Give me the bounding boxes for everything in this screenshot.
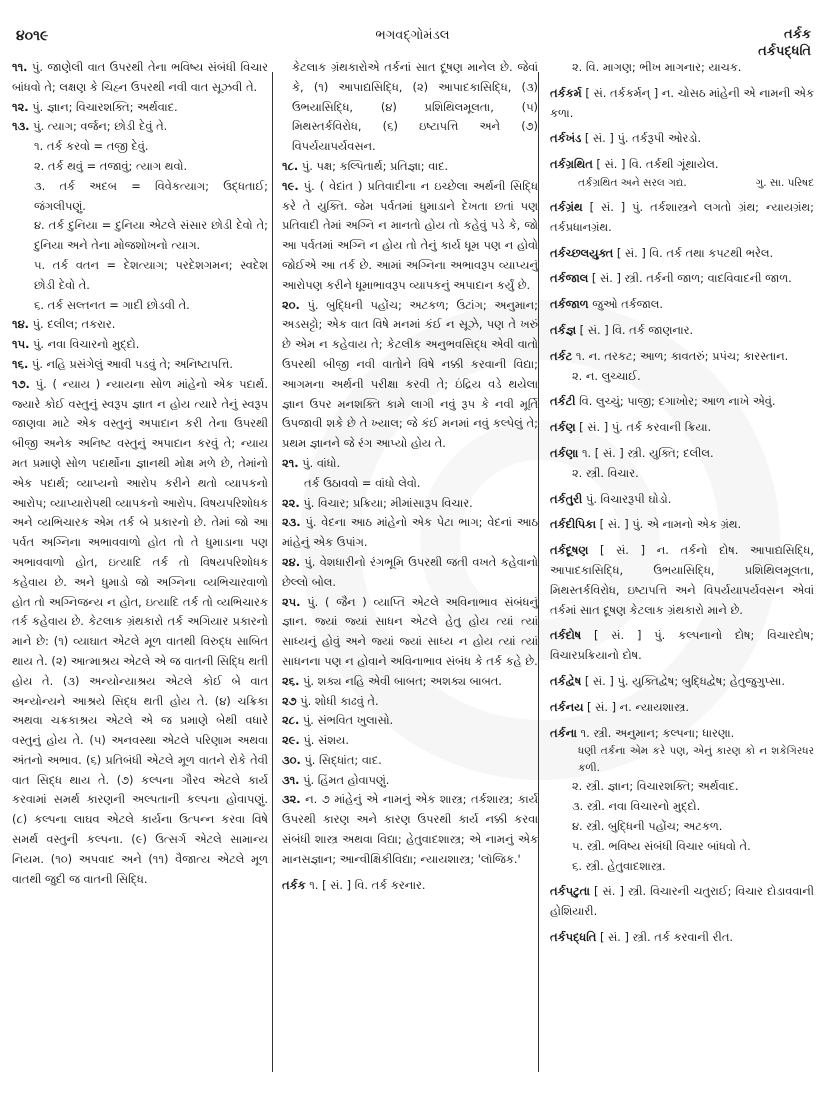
sub-sense: ૨. તર્ક થવું = તજાવું; ત્યાગ થવો. xyxy=(34,158,188,173)
sense-number: ૩૦. xyxy=(282,752,301,767)
definition-text: પું. ( જૈન ) વ્યાપ્તિ એટલે અવિનાભાવ સંબંધનું જ્ઞાન. જ્યાં જ્યાં સાધન એટલે હેતુ હોય ત્યાં ત્યાં સાધ્યનું હોવું અને જ્યાં જ્યાં સાધ્ય ન હોય ત્યાં ત્યાં સાધનના પણ ન હોવાને અવિનાભાવ સંબંધ કે તર્ક કહે છે. xyxy=(282,594,539,668)
sense-entry xyxy=(282,513,538,553)
headword-entry xyxy=(282,876,538,896)
sub-sense: ૪. તર્ક દુનિયા = દુનિયા એટલે સંસાર છોડી દેવો તે; દુનિયા અને તેના મોજશોખનો ત્યાગ. xyxy=(34,218,268,253)
sub-sense: ૨. વિ. માગણ; ભીખ માગનાર; યાચક. xyxy=(572,60,742,74)
sense-number: ૧૧. xyxy=(12,60,28,74)
sub-sense: ૨. ન. લુચ્ચાઈ. xyxy=(572,368,641,383)
definition-text: [ સં. ] પું. એ નામનો એક ગ્રંથ. xyxy=(599,517,742,532)
sub-sense: ૧. તર્ક કરવો = તજી દેવું. xyxy=(34,139,149,154)
continued-text: કેટલાક ગ્રંથકારોએ તર્કનાં સાત દૂષણ માનેલ છે. જેવાં કે, (૧) આપાદ્યસિદ્ધિ, (૨) આપાદકાસિદ્ધિ, (૩) ઉભયાસિદ્ધિ, (૪) પ્રશિથિલમૂલતા, (૫) મિથસ્તર્કવિરોધ, (૬) ઇષ્ટાપત્તિ અને (૭) વિપર્યયાપર્યવસન. xyxy=(292,60,538,154)
definition-text: પું. જાણેલી વાત ઉપરથી તેના ભવિષ્ય સંબંધી વિચાર બાંધવો તે; લક્ષણ કે ચિહ્ન ઉપરથી નવી વાત સૂઝવી તે. xyxy=(12,60,269,94)
headword: તર્કજાળ xyxy=(550,297,589,312)
headword-entry xyxy=(550,244,814,264)
sense-entry xyxy=(282,494,538,514)
sense-entry xyxy=(12,58,268,98)
definition-text: [ સં. ] પું. તર્ક કરવાની ક્રિયા. xyxy=(579,420,712,435)
sense-entry xyxy=(282,593,538,672)
sense-entry xyxy=(12,355,268,375)
headword: તર્કણ xyxy=(550,420,576,435)
definition-text: જુઓ તર્કજાલ. xyxy=(592,297,663,312)
headword: તર્કચ્છલયુક્ત xyxy=(550,245,614,260)
headword-entry xyxy=(550,882,814,922)
headword-entry xyxy=(550,392,814,412)
definition-text: [ સં. ] સ્ત્રી. તર્કની જાળ; વાદવિવાદની જાળ. xyxy=(591,271,792,286)
column-divider xyxy=(272,72,273,1072)
guide-word-bottom: તર્કપદ્ધતિ xyxy=(758,44,811,59)
headword: તર્કખંડ xyxy=(550,131,582,146)
headword: તર્કદીપિકા xyxy=(550,517,597,532)
definition-text: [ સં. ] વિ. તર્કથી ગૂંથાયેલ. xyxy=(596,157,719,172)
quote-text: તર્કગ્રથિત અને સરલ ગદ્ય. xyxy=(578,176,687,189)
sense-number: ૧૭. xyxy=(12,376,30,391)
definition-text: [ સં. ] ન. તર્કનો દોષ. આપાદ્યસિદ્ધિ, આપાદકાસિદ્ધિ, ઉભયાસિદ્ધિ, પ્રશિથિલમૂલતા, મિથસ્તર્કવિરોધ, ઇષ્ટાપત્તિ અને વિપર્યયાપર્યવસન એવાં તર્કમાં સાત દૂષણ કેટલાક ગ્રંથકારો માને છે. xyxy=(550,543,814,617)
sense-entry xyxy=(282,296,538,454)
sense-number: ૨૬. xyxy=(282,673,300,688)
sense-number: ૩૨. xyxy=(282,792,301,807)
sub-sense: ૬. તર્ક સલ્તનત = ગાદી છોડવી તે. xyxy=(34,297,190,312)
page-number: ૪૦૧૯ xyxy=(16,28,49,44)
definition-text: ૧. સ્ત્રી. અનુમાન; કલ્પના; ધારણા. xyxy=(580,725,735,740)
sub-sense: ૨. સ્ત્રી. વિચાર. xyxy=(572,465,639,480)
definition-text: પું. ( ન્યાય ) ન્યાયના સોળ માંહેનો એક પદાર્થ. જ્યારે કોઈ વસ્તુનું સ્વરૂપ જ્ઞાત ન હોય ત્યારે તેનું સ્વરૂપ જાણવા માટે એક વસ્તુનું અપાદાન કરી તેના ઉપરથી બીજી અનેક અનિષ્ટ વસ્તુનું અપાદાન કરવું તે; ન્યાય મત પ્રમાણે સોળ પદાર્થોના જ્ઞાનથી મોક્ષ મળે છે, તેમાંનો એક પદાર્થ; વ્યાપ્યનો આરોપ કરીને થતો વ્યાપકનો આરોપ; વ્યાપ્યારોપથી વ્યાપકનો આરોપ. વિષયપરિશોધક અને વ્યભિચારક એમ તર્ક બે પ્રકારનો છે. તેમાં જો આ પર્વત અગ્નિના અભાવવાળો હોત તો તે ધુમાડાના પણ અભાવવાળો હોત, ઇત્યાદિ તર્ક તો વિષયપરિશોધક કહેવાય છે. અને ધુમાડો જો અગ્નિના વ્યભિચારવાળો હોત તો અગ્નિજન્ય ન હોત, ઇત્યાદિ તર્ક તો વ્યભિચારક તર્ક કહેવાય છે. કેટલાક ગ્રંથકારો તર્ક અગિયાર પ્રકારનો માને છે: (૧) વ્યાઘાત એટલે મૂળ વાતથી વિરુદ્ધ સાબિત થાય તે. (૨) આત્માશ્રય એટલે એ જ વાતની સિદ્ધિ થતી હોય તે. (૩) અન્યોન્યાશ્રય એટલે કોઈ બે વાત અન્યોન્યને આશ્રયે સિદ્ધ થતી હોય તે. (૪) ચક્રિકા અથવા ચક્રકાશ્રય એટલે એ જ પ્રમાણે બેથી વધારે વસ્તુનું હોય તે. (૫) અનવસ્થા એટલે પરિણામ અથવા અંતનો અભાવ. (૬) પ્રતિબંધી એટલે મૂળ વાતને રોકે તેવી વાત સિદ્ધ થાય તે. (૭) કલ્પના ગૌરવ એટલે કાર્ય કરવામાં સમર્થ કારણની અલ્પતાની કલ્પના હોવાપણું. (૮) કલ્પના લાઘવ એટલે કાર્યના ઉત્પન્ન કરવા વિષે સમર્થ વસ્તુની કલ્પના. (૯) ઉત્સર્ગ એટલે સામાન્ય નિયમ. (૧૦) અપવાદ અને (૧૧) વૈજાત્ય એટલે મૂળ વાતથી જુદી જ વાતની સિદ્ધિ. xyxy=(12,376,268,886)
headword: તર્કનય xyxy=(550,699,584,714)
sub-sense: તર્ક ઉઠાવવો = વાંધો લેવો. xyxy=(304,475,421,490)
sense-entry xyxy=(282,731,538,751)
definition-text: પું. વિચારરૂપી ઘોડો. xyxy=(585,491,672,506)
sense-number: ૧૯. xyxy=(282,178,299,193)
headword: તર્કણા xyxy=(550,445,579,460)
definition-text: પું. વિચાર; પ્રક્રિયા; મીમાંસારૂપ વિચાર. xyxy=(303,495,473,510)
definition-text: [ સં. ] પું. તર્કરૂપી ઓરડો. xyxy=(584,131,702,146)
headword: તર્કપટુતા xyxy=(550,884,590,899)
sense-entry xyxy=(282,751,538,771)
definition-text: પું. સિદ્ધાંત; વાદ. xyxy=(304,752,382,767)
citation-source: ગુ. સા. પરિષદ xyxy=(755,176,814,189)
sense-number: ૨૩. xyxy=(282,515,301,530)
definition-text: પું. વેશધારીનો રંગભૂમિ ઉપરથી જતી વખતે કહેવાનો છેલ્લો બોલ. xyxy=(282,554,538,589)
definition-text: [ સં. ] પું. તર્કશાસ્ત્રને લગતો ગ્રંથ; ન્યાયગ્રંથ; તર્કપ્રધાનગ્રંથ. xyxy=(550,199,814,234)
definition-text: ન. ૭ માંહેનું એ નામનું એક શાસ્ત્ર; તર્કશાસ્ત્ર; કાર્ય ઉપરથી કારણ અને કારણ ઉપરથી કાર્ય નક્કી કરવા સંબંધી શાસ્ત્ર અથવા વિદ્યા; હેતુવાદશાસ્ત્ર; એ નામનું એક માનસજ્ઞાન; આન્વીક્ષિકીવિદ્યા; ન્યાયશાસ્ત્ર; 'લૉજિક.' xyxy=(282,792,538,866)
headword-entry xyxy=(550,672,814,692)
definition-text: [ સં. ] પું. યુક્તિદ્વેષ; બુદ્ધિદ્વેષ; હેતુજુગુપ્સા. xyxy=(584,673,785,688)
sense-entry xyxy=(12,335,268,355)
headword: તર્કપદ્ધતિ xyxy=(550,929,597,944)
sense-number: ૧૨. xyxy=(12,99,29,114)
sense-entry xyxy=(282,790,538,869)
sense-number: ૨૨. xyxy=(282,495,300,510)
quote-text: ધણી તર્કના એમ કરે પણ, એનું કારણ કો ન શકે કળી. xyxy=(578,745,787,775)
sense-number: ૧૮. xyxy=(282,158,299,173)
sense-number: ૨૭ xyxy=(282,693,297,708)
definition-text: પું. સંશય. xyxy=(303,733,349,748)
sense-entry xyxy=(282,692,538,712)
citation-quote xyxy=(550,743,814,777)
definition-text: પું. દલીલ; તકરાર. xyxy=(32,317,116,332)
sense-number: ૩૧. xyxy=(282,772,300,787)
headword-entry xyxy=(550,541,814,620)
headword: તર્કટી xyxy=(550,394,576,409)
headword-entry xyxy=(550,698,814,718)
headword-entry xyxy=(550,490,814,510)
sense-entry xyxy=(12,375,268,890)
sense-entry xyxy=(12,117,268,137)
sense-number: ૨૪. xyxy=(282,554,301,569)
sense-number: ૨૦. xyxy=(282,297,300,312)
headword-entry xyxy=(550,295,814,315)
definition-text: [ સં. ] વિ. તર્ક તથા કપટથી ભરેલ. xyxy=(616,245,774,260)
headword: તર્કજ્ઞ xyxy=(550,322,577,337)
headword-entry xyxy=(550,155,814,175)
definition-text: પું. શોધી કાઢવું તે. xyxy=(300,693,379,708)
headword-entry xyxy=(550,928,814,948)
sense-number: ૨૯. xyxy=(282,733,300,748)
definition-text: ૧. [ સં. ] વિ. તર્ક કરનાર. xyxy=(309,877,426,892)
definition-text: પું. બુદ્ધિની પહોંચ; અટકળ; ઉટાંગ; અનુમાન; અડસટ્ટો; એક વાત વિષે મનમાં કંઈ ન સૂઝે, પણ તે ખરું છે એમ ન કહેવાય તે; કેટલીક અનુભવસિદ્ધ એવી વાતો ઉપરથી બીજી નવી વાતોને વિષે નક્કી કરવાની વિદ્યા; આગમના અર્થની પરીક્ષા કરવી તે; ઇંદ્રિય વડે થયેલા જ્ઞાન ઉપર મનશક્તિ કામે લાગી નવું રૂપ કે નવી મૂર્તિ ઉપજાવી શકે છે તે ખ્યાલ; જે કંઈ મનમાં નવું કલ્પેલું તે; પ્રથમ જ્ઞાનને જે રંગ આપ્યો હોય તે. xyxy=(282,297,539,451)
headword: તર્કગ્રથિત xyxy=(550,157,593,172)
sense-number: ૨૧. xyxy=(282,455,299,470)
headword: તર્કક xyxy=(282,877,306,892)
definition-text: ૧. [ સં. ] સ્ત્રી. યુક્તિ; દલીલ. xyxy=(581,445,714,460)
column-1 xyxy=(12,58,268,889)
guide-word-top: તર્કક xyxy=(784,27,811,42)
definition-text: પું. સંભવિત ખુલાસો. xyxy=(302,713,394,728)
definition-text: પું. ત્યાગ; વર્જન; છોડી દેવું તે. xyxy=(33,119,168,134)
citation-quote xyxy=(550,175,814,192)
book-title: ભગવદ્ગોમંડલ xyxy=(375,28,450,43)
sub-sense: ૨. સ્ત્રી. જ્ઞાન; વિચારશક્તિ; અર્થવાદ. xyxy=(572,779,739,794)
definition-text: વિ. લુચ્ચું; પાજી; દગાખોર; આળ નાખે એવું. xyxy=(579,394,776,409)
sense-entry xyxy=(282,454,538,474)
definition-text: પું. નહિ પ્રસંગેલું આવી પડવું તે; અનિષ્ટાપત્તિ. xyxy=(31,356,234,371)
sense-number: ૨૫. xyxy=(282,594,301,609)
headword-entry xyxy=(550,269,814,289)
sub-sense: ૫. તર્ક વતન = દેશત્યાગ; પરદેશગમન; સ્વદેશ છોડી દેવો તે. xyxy=(34,257,268,292)
sense-entry xyxy=(282,553,538,593)
headword: તર્કદ્વેષ xyxy=(550,673,582,688)
sense-entry xyxy=(282,177,538,296)
definition-text: પું. હિંમત હોવાપણું. xyxy=(303,772,390,787)
column-2 xyxy=(282,58,538,895)
sub-sense: ૪. સ્ત્રી. બુદ્ધિની પહોંચ; અટકળ. xyxy=(572,818,723,833)
sense-entry xyxy=(12,315,268,335)
guide-words xyxy=(758,26,811,60)
definition-text: પું. પક્ષ; કલ્પિતાર્થ; પ્રતિજ્ઞા; વાદ. xyxy=(301,158,449,173)
sense-entry xyxy=(282,771,538,791)
sense-number: ૧૩. xyxy=(12,119,30,134)
sub-sense: ૬. સ્ત્રી. હેતુવાદશાસ્ત્ર. xyxy=(572,858,666,873)
definition-text: ૧. ન. તરકટ; આળ; કાવતરું; પ્રપંચ; કારસ્તાન. xyxy=(575,348,789,363)
definition-text: [ સં. ] ન. ન્યાયશાસ્ત્ર. xyxy=(587,699,689,714)
headword: તર્કદૂષણ xyxy=(550,543,589,558)
sub-sense: ૩. સ્ત્રી. નવા વિચારનો મુદ્દો. xyxy=(572,799,701,814)
headword-entry xyxy=(550,724,814,744)
definition-text: પું. વેદના આઠ માંહેનો એક પેટા ભાગ; વેદનાં આઠ માંહેનું એક ઉપાંગ. xyxy=(282,515,539,550)
headword: તર્કદોષ xyxy=(550,628,582,643)
headword-entry xyxy=(550,84,814,124)
citation-source: ગિરધર xyxy=(786,745,814,758)
sense-number: ૧૬. xyxy=(12,356,29,371)
headword-entry xyxy=(550,129,814,149)
definition-text: પું. વાંધો. xyxy=(302,455,341,470)
headword-entry xyxy=(550,626,814,666)
definition-text: પું. ( વેદાંત ) પ્રતિવાદીના ન ઇચ્છેલા અર્થની સિદ્ધિ કરે તે યુક્તિ. જેમ પર્વતમાં ધુમાડાને દેખતા છતાં પણ પ્રતિવાદી તેમાં અગ્નિ ન માનતો હોય તો કહેવું પડે કે, જો આ પર્વતમાં અગ્નિ ન હોય તો તેનું કાર્ય ધૂમ પણ ન હોવો જોઈએ આ તર્ક છે. આમાં અગ્નિના અભાવરૂપ વ્યાપ્યનું આરોપણ કરીને ધૂમાભાવરૂપ વ્યાપકનું અપાદાન કર્યું છે. xyxy=(282,178,538,292)
definition-text: [ સં. તર્કકર્મન્ ] ન. ચોસઠ માંહેની એ નામની એક કળા. xyxy=(550,85,814,120)
definition-text: [ સં. ] પું. કલ્પનાનો દોષ; વિચારદોષ; વિચારપ્રક્રિયાનો દોષ. xyxy=(550,628,814,663)
column-divider xyxy=(538,72,539,1072)
headword-entry xyxy=(550,444,814,464)
headword-entry xyxy=(550,198,814,238)
headword: તર્કના xyxy=(550,725,577,740)
column-3 xyxy=(550,58,814,948)
headword: તર્કટ xyxy=(550,348,573,363)
sense-number: ૧૪. xyxy=(12,317,29,332)
sense-number: ૧૫. xyxy=(12,337,30,352)
sense-entry xyxy=(282,157,538,177)
headword-entry xyxy=(550,418,814,438)
definition-text: [ સં. ] વિ. તર્ક જાણનાર. xyxy=(579,322,694,337)
sense-entry xyxy=(12,98,268,118)
sense-entry xyxy=(282,711,538,731)
definition-text: [ સં. ] સ્ત્રી. વિચારની ચતુરાઈ; વિચાર દોડાવવાની હોશિયારી. xyxy=(550,884,815,919)
headword: તર્કગ્રંથ xyxy=(550,199,583,214)
headword: તર્કતુરી xyxy=(550,491,583,506)
headword: તર્કકર્મ xyxy=(550,85,582,100)
sense-number: ૨૮. xyxy=(282,713,300,728)
headword: તર્કજાલ xyxy=(550,271,589,286)
sub-sense: ૫. સ્ત્રી. ભવિષ્ય સંબંધી વિચાર બાંધવો તે. xyxy=(572,838,751,853)
headword-entry xyxy=(550,321,814,341)
sense-entry xyxy=(282,672,538,692)
definition-text: [ સં. ] સ્ત્રી. તર્ક કરવાની રીત. xyxy=(599,929,733,944)
headword-entry xyxy=(550,515,814,535)
definition-text: પું. શક્ય નહિ એવી બાબત; અશક્ય બાબત. xyxy=(303,673,502,688)
definition-text: પું. નવા વિચારનો મુદ્દો. xyxy=(33,337,140,352)
definition-text: પું. જ્ઞાન; વિચારશક્તિ; અર્થવાદ. xyxy=(32,99,178,114)
headword-entry xyxy=(550,347,814,367)
sub-sense: ૩. તર્ક અદબ = વિવેકત્યાગ; ઉદ્ધતાઈ; જંગલીપણું. xyxy=(34,178,268,213)
